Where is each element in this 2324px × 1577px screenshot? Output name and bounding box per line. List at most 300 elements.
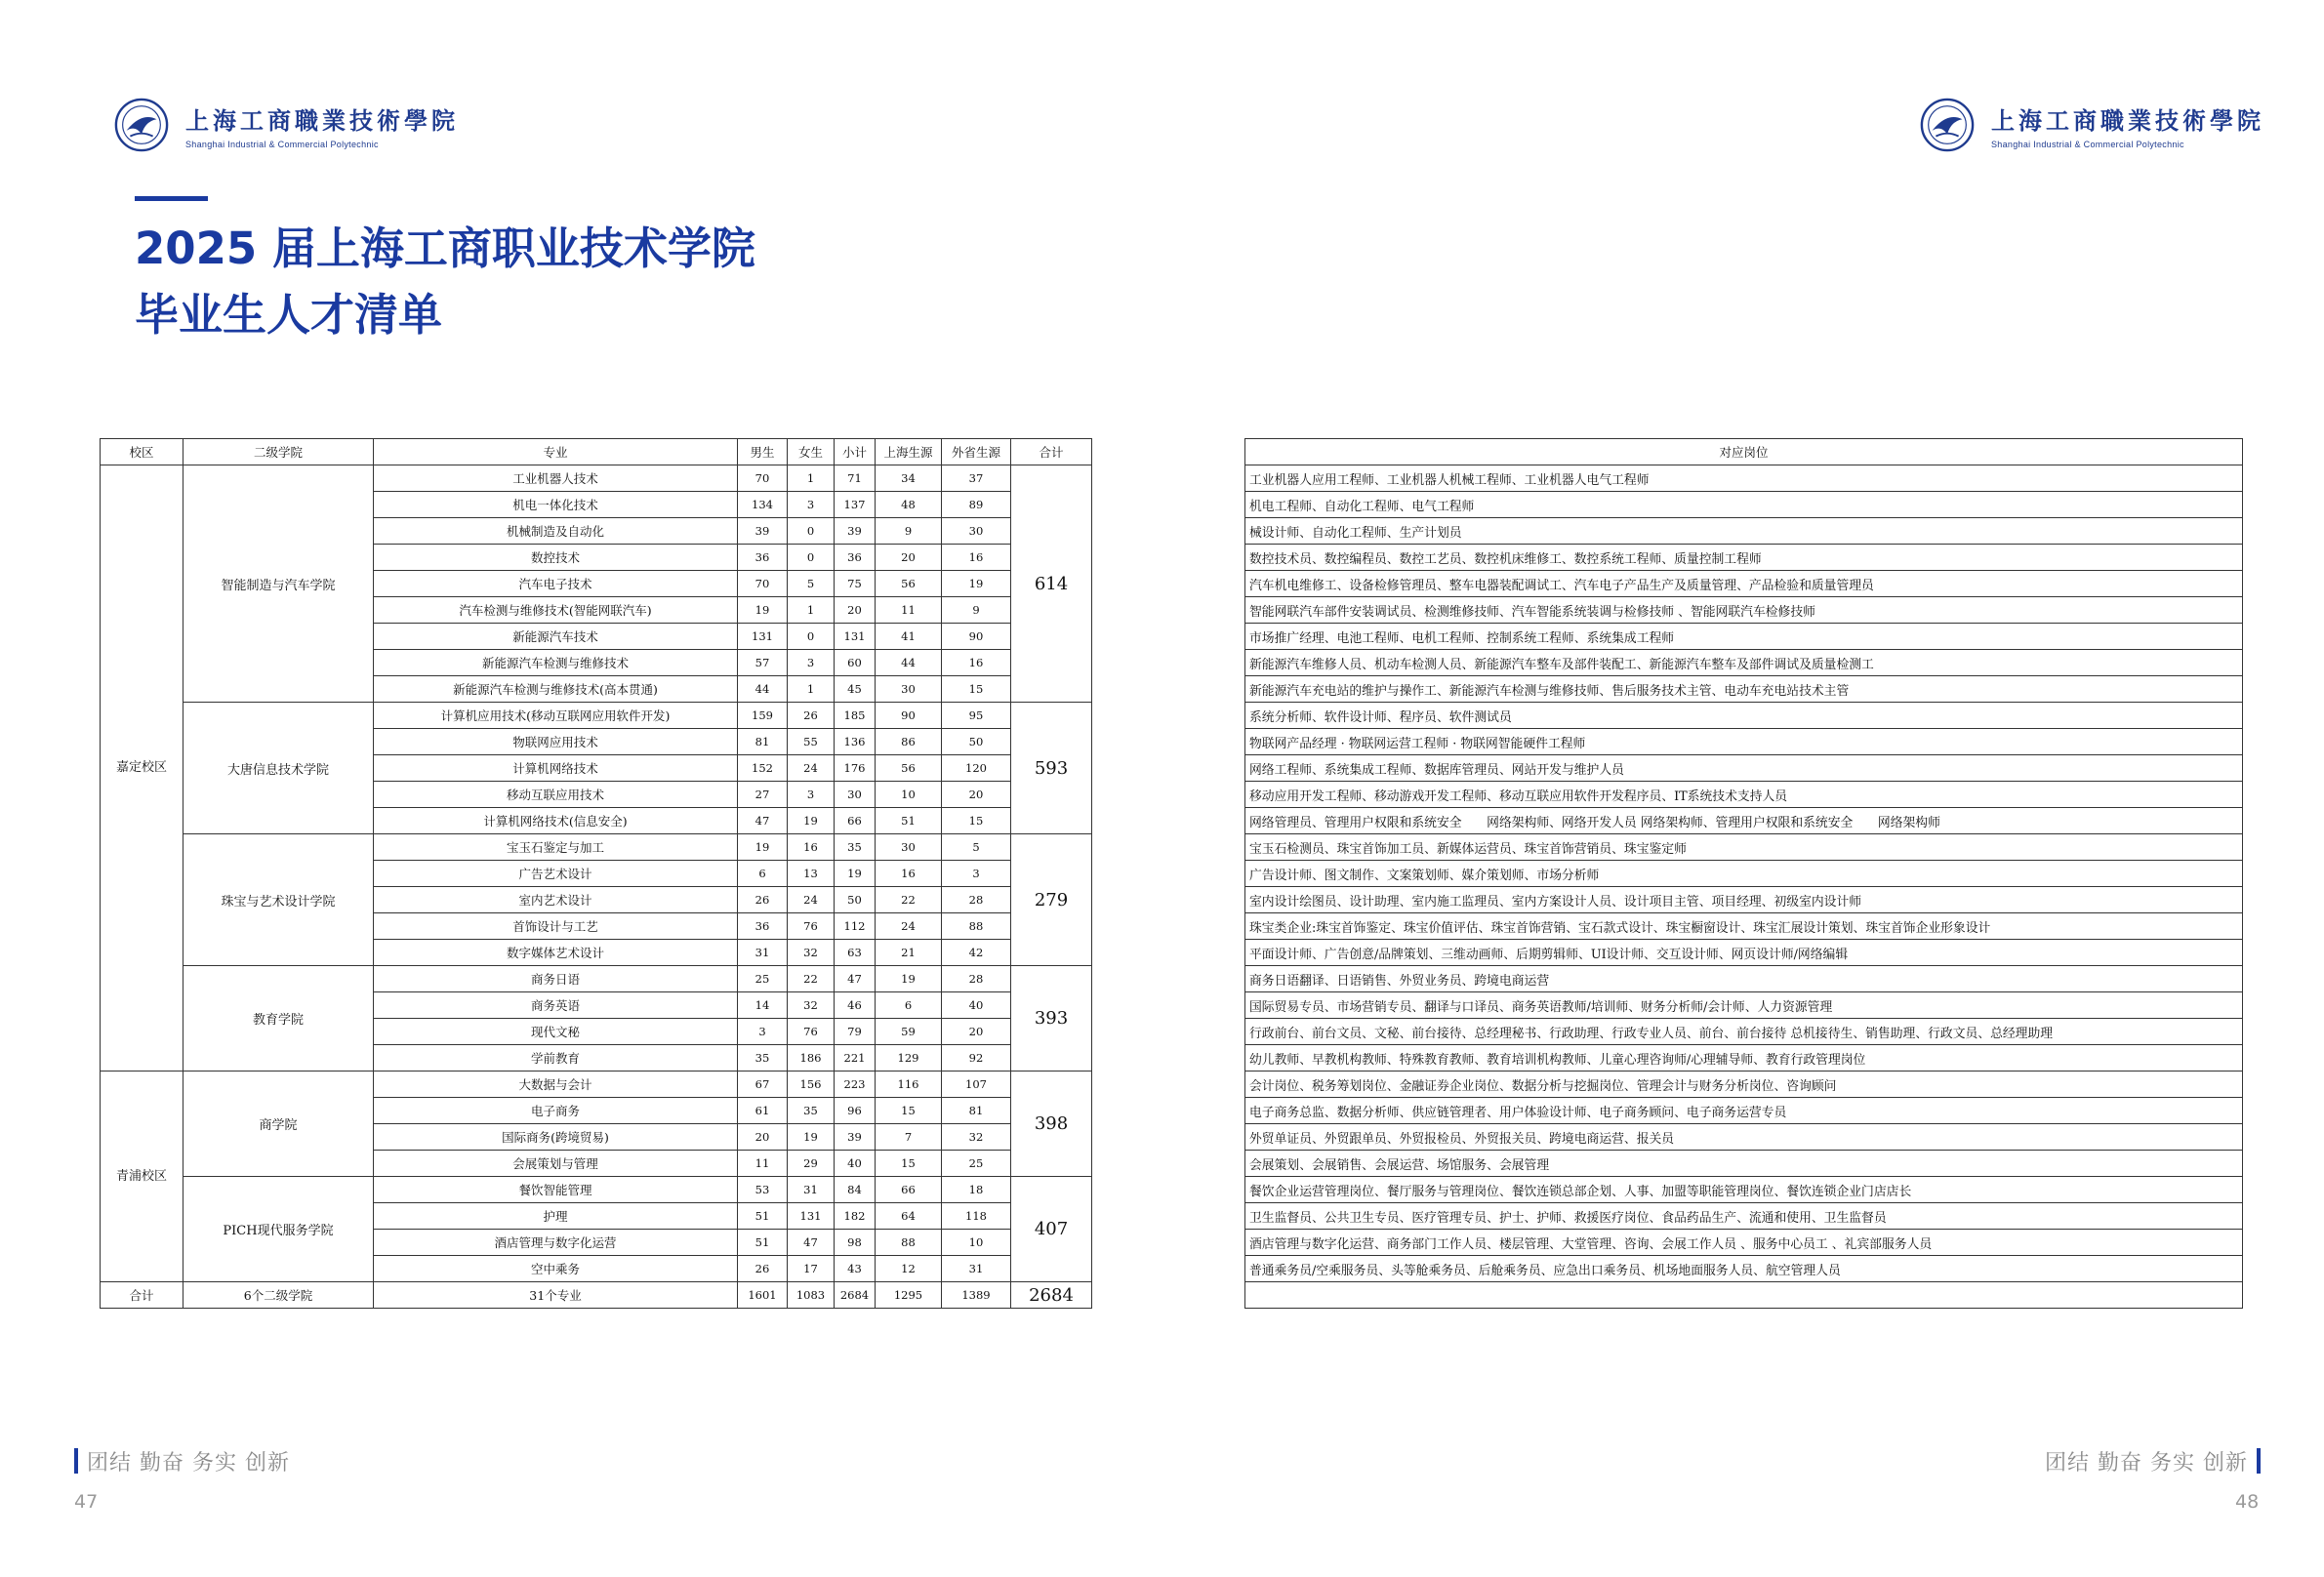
number-cell: 92 xyxy=(942,1045,1011,1072)
number-cell: 19 xyxy=(876,966,942,992)
number-cell: 21 xyxy=(876,940,942,966)
number-cell: 44 xyxy=(738,676,788,703)
number-cell: 120 xyxy=(942,755,1011,782)
column-header-8: 合计 xyxy=(1011,439,1092,465)
number-cell: 50 xyxy=(942,729,1011,755)
number-cell: 131 xyxy=(835,624,876,650)
table-row xyxy=(1245,808,2243,834)
table-row xyxy=(101,1072,1092,1098)
number-cell: 96 xyxy=(835,1098,876,1124)
summary-row xyxy=(101,1282,1092,1309)
number-cell: 22 xyxy=(788,966,835,992)
college-cell: 智能制造与汽车学院 xyxy=(183,465,374,703)
number-cell: 51 xyxy=(738,1203,788,1230)
number-cell: 89 xyxy=(942,492,1011,518)
major-cell: 新能源汽车检测与维修技术 xyxy=(374,650,738,676)
number-cell: 0 xyxy=(788,518,835,545)
major-cell: 商务英语 xyxy=(374,992,738,1019)
number-cell: 39 xyxy=(835,1124,876,1151)
number-cell: 11 xyxy=(738,1151,788,1177)
position-cell: 物联网产品经理 · 物联网运营工程师 · 物联网智能硬件工程师 xyxy=(1245,729,2243,755)
number-cell: 40 xyxy=(942,992,1011,1019)
number-cell: 26 xyxy=(738,887,788,913)
table-row xyxy=(101,966,1092,992)
summary-colleges: 6个二级学院 xyxy=(183,1282,374,1309)
table-row xyxy=(1245,782,2243,808)
table-row xyxy=(1245,1072,2243,1098)
number-cell: 42 xyxy=(942,940,1011,966)
position-cell: 工业机器人应用工程师、工业机器人机械工程师、工业机器人电气工程师 xyxy=(1245,465,2243,492)
number-cell: 16 xyxy=(942,545,1011,571)
number-cell: 3 xyxy=(738,1019,788,1045)
school-logo-right xyxy=(1919,96,2264,154)
position-cell: 酒店管理与数字化运营、商务部门工作人员、楼层管理、大堂管理、咨询、会展工作人员 、服务中心员工 、礼宾部服务人员 xyxy=(1245,1230,2243,1256)
position-cell: 智能网联汽车部件安装调试员、检测维修技师、汽车智能系统装调与检修技师 、智能网联汽车检修技师 xyxy=(1245,597,2243,624)
number-cell: 1 xyxy=(788,597,835,624)
number-cell: 55 xyxy=(788,729,835,755)
table-row xyxy=(1245,492,2243,518)
number-cell: 16 xyxy=(942,650,1011,676)
number-cell: 31 xyxy=(942,1256,1011,1282)
summary-number: 1601 xyxy=(738,1282,788,1309)
table-row xyxy=(1245,1098,2243,1124)
college-cell: 大唐信息技术学院 xyxy=(183,703,374,834)
table-row xyxy=(1245,465,2243,492)
number-cell: 10 xyxy=(876,782,942,808)
number-cell: 24 xyxy=(788,755,835,782)
number-cell: 26 xyxy=(788,703,835,729)
table-row xyxy=(1245,1019,2243,1045)
footer-slogan-left: 团结 勤奋 务实 创新 xyxy=(87,1451,290,1476)
number-cell: 32 xyxy=(788,940,835,966)
number-cell: 34 xyxy=(876,465,942,492)
table-row xyxy=(1245,887,2243,913)
column-header-2: 专业 xyxy=(374,439,738,465)
position-cell: 幼儿教师、早教机构教师、特殊教育教师、教育培训机构教师、儿童心理咨询师/心理辅导师、教育行政管理岗位 xyxy=(1245,1045,2243,1072)
table-row xyxy=(1245,1045,2243,1072)
summary-number: 1389 xyxy=(942,1282,1011,1309)
number-cell: 17 xyxy=(788,1256,835,1282)
number-cell: 15 xyxy=(876,1151,942,1177)
number-cell: 30 xyxy=(942,518,1011,545)
number-cell: 48 xyxy=(876,492,942,518)
major-cell: 会展策划与管理 xyxy=(374,1151,738,1177)
position-cell: 数控技术员、数控编程员、数控工艺员、数控机床维修工、数控系统工程师、质量控制工程师 xyxy=(1245,545,2243,571)
major-cell: 新能源汽车检测与维修技术(高本贯通) xyxy=(374,676,738,703)
college-total-cell: 279 xyxy=(1011,834,1092,966)
number-cell: 107 xyxy=(942,1072,1011,1098)
number-cell: 88 xyxy=(942,913,1011,940)
college-cell: 珠宝与艺术设计学院 xyxy=(183,834,374,966)
number-cell: 39 xyxy=(738,518,788,545)
number-cell: 15 xyxy=(942,808,1011,834)
major-cell: 计算机应用技术(移动互联网应用软件开发) xyxy=(374,703,738,729)
position-cell: 新能源汽车充电站的维护与操作工、新能源汽车检测与维修技师、售后服务技术主管、电动车充电站技术主管 xyxy=(1245,676,2243,703)
number-cell: 19 xyxy=(942,571,1011,597)
column-header-3: 男生 xyxy=(738,439,788,465)
column-header-7: 外省生源 xyxy=(942,439,1011,465)
number-cell: 19 xyxy=(788,1124,835,1151)
number-cell: 16 xyxy=(788,834,835,861)
college-total-cell: 614 xyxy=(1011,465,1092,703)
table-row xyxy=(1245,676,2243,703)
number-cell: 75 xyxy=(835,571,876,597)
positions-header: 对应岗位 xyxy=(1245,439,2243,465)
number-cell: 20 xyxy=(942,1019,1011,1045)
number-cell: 44 xyxy=(876,650,942,676)
table-row xyxy=(1245,1256,2243,1282)
number-cell: 64 xyxy=(876,1203,942,1230)
major-cell: 护理 xyxy=(374,1203,738,1230)
table-row xyxy=(1245,518,2243,545)
number-cell: 81 xyxy=(738,729,788,755)
summary-number: 1083 xyxy=(788,1282,835,1309)
college-cell: 教育学院 xyxy=(183,966,374,1072)
number-cell: 59 xyxy=(876,1019,942,1045)
number-cell: 9 xyxy=(876,518,942,545)
school-name-en: Shanghai Industrial & Commercial Polytechnic xyxy=(1991,139,2184,149)
major-cell: 移动互联应用技术 xyxy=(374,782,738,808)
number-cell: 182 xyxy=(835,1203,876,1230)
number-cell: 30 xyxy=(876,676,942,703)
number-cell: 19 xyxy=(788,808,835,834)
major-cell: 酒店管理与数字化运营 xyxy=(374,1230,738,1256)
school-name-cn: 上海工商職業技術學院 xyxy=(185,105,459,135)
number-cell: 36 xyxy=(835,545,876,571)
major-cell: 物联网应用技术 xyxy=(374,729,738,755)
table-row xyxy=(1245,703,2243,729)
number-cell: 31 xyxy=(788,1177,835,1203)
footer-bar-right xyxy=(2257,1448,2261,1474)
table-row xyxy=(1245,1151,2243,1177)
number-cell: 45 xyxy=(835,676,876,703)
major-cell: 数字媒体艺术设计 xyxy=(374,940,738,966)
title-accent-bar xyxy=(135,196,208,201)
number-cell: 9 xyxy=(942,597,1011,624)
position-cell: 外贸单证员、外贸跟单员、外贸报检员、外贸报关员、跨境电商运营、报关员 xyxy=(1245,1124,2243,1151)
position-cell: 机电工程师、自动化工程师、电气工程师 xyxy=(1245,492,2243,518)
number-cell: 134 xyxy=(738,492,788,518)
number-cell: 56 xyxy=(876,755,942,782)
major-cell: 工业机器人技术 xyxy=(374,465,738,492)
position-cell: 网络管理员、管理用户权限和系统安全 网络架构师、网络开发人员 网络架构师、管理用户权限和系统安全 网络架构师 xyxy=(1245,808,2243,834)
number-cell: 53 xyxy=(738,1177,788,1203)
major-cell: 宝玉石鉴定与加工 xyxy=(374,834,738,861)
number-cell: 5 xyxy=(942,834,1011,861)
major-cell: 学前教育 xyxy=(374,1045,738,1072)
major-cell: 数控技术 xyxy=(374,545,738,571)
position-cell: 室内设计绘图员、设计助理、室内施工监理员、室内方案设计人员、设计项目主管、项目经理、初级室内设计师 xyxy=(1245,887,2243,913)
number-cell: 14 xyxy=(738,992,788,1019)
number-cell: 86 xyxy=(876,729,942,755)
number-cell: 221 xyxy=(835,1045,876,1072)
number-cell: 6 xyxy=(738,861,788,887)
number-cell: 27 xyxy=(738,782,788,808)
table-row xyxy=(1245,1203,2243,1230)
major-cell: 现代文秘 xyxy=(374,1019,738,1045)
number-cell: 112 xyxy=(835,913,876,940)
school-logo-left xyxy=(113,96,459,154)
table-row-empty xyxy=(1245,1282,2243,1309)
number-cell: 159 xyxy=(738,703,788,729)
page-number-left: 47 xyxy=(74,1491,99,1513)
number-cell: 19 xyxy=(738,834,788,861)
number-cell: 40 xyxy=(835,1151,876,1177)
position-cell: 宝玉石检测员、珠宝首饰加工员、新媒体运营员、珠宝首饰营销员、珠宝鉴定师 xyxy=(1245,834,2243,861)
number-cell: 35 xyxy=(788,1098,835,1124)
table-row xyxy=(1245,545,2243,571)
number-cell: 35 xyxy=(835,834,876,861)
number-cell: 129 xyxy=(876,1045,942,1072)
table-row xyxy=(1245,913,2243,940)
number-cell: 0 xyxy=(788,545,835,571)
number-cell: 118 xyxy=(942,1203,1011,1230)
positions-table-header-row xyxy=(1245,439,2243,465)
number-cell: 15 xyxy=(876,1098,942,1124)
position-cell: 系统分析师、软件设计师、程序员、软件测试员 xyxy=(1245,703,2243,729)
number-cell: 152 xyxy=(738,755,788,782)
major-cell: 首饰设计与工艺 xyxy=(374,913,738,940)
column-header-5: 小计 xyxy=(835,439,876,465)
number-cell: 51 xyxy=(876,808,942,834)
number-cell: 24 xyxy=(876,913,942,940)
position-cell: 广告设计师、图文制作、文案策划师、媒介策划师、市场分析师 xyxy=(1245,861,2243,887)
number-cell: 5 xyxy=(788,571,835,597)
position-cell: 会展策划、会展销售、会展运营、场馆服务、会展管理 xyxy=(1245,1151,2243,1177)
number-cell: 51 xyxy=(738,1230,788,1256)
table-row xyxy=(1245,992,2243,1019)
number-cell: 46 xyxy=(835,992,876,1019)
major-cell: 室内艺术设计 xyxy=(374,887,738,913)
number-cell: 7 xyxy=(876,1124,942,1151)
position-cell: 行政前台、前台文员、文秘、前台接待、总经理秘书、行政助理、行政专业人员、前台、前台接待 总机接待生、销售助理、行政文员、总经理助理 xyxy=(1245,1019,2243,1045)
column-header-6: 上海生源 xyxy=(876,439,942,465)
position-cell: 汽车机电维修工、设备检修管理员、整车电器装配调试工、汽车电子产品生产及质量管理、产品检验和质量管理员 xyxy=(1245,571,2243,597)
school-name-en: Shanghai Industrial & Commercial Polytechnic xyxy=(185,139,379,149)
position-cell: 网络工程师、系统集成工程师、数据库管理员、网站开发与维护人员 xyxy=(1245,755,2243,782)
number-cell: 57 xyxy=(738,650,788,676)
number-cell: 32 xyxy=(788,992,835,1019)
major-cell: 计算机网络技术 xyxy=(374,755,738,782)
major-cell: 汽车电子技术 xyxy=(374,571,738,597)
college-total-cell: 407 xyxy=(1011,1177,1092,1282)
major-cell: 大数据与会计 xyxy=(374,1072,738,1098)
number-cell: 47 xyxy=(738,808,788,834)
position-cell: 会计岗位、税务筹划岗位、金融证券企业岗位、数据分析与挖掘岗位、管理会计与财务分析岗位、咨询顾问 xyxy=(1245,1072,2243,1098)
number-cell: 25 xyxy=(738,966,788,992)
number-cell: 63 xyxy=(835,940,876,966)
major-cell: 广告艺术设计 xyxy=(374,861,738,887)
campus-cell: 青浦校区 xyxy=(101,1072,183,1282)
school-emblem-icon xyxy=(113,97,170,153)
number-cell: 71 xyxy=(835,465,876,492)
number-cell: 156 xyxy=(788,1072,835,1098)
number-cell: 32 xyxy=(942,1124,1011,1151)
table-row xyxy=(1245,597,2243,624)
school-emblem-icon xyxy=(1919,97,1976,153)
college-total-cell: 593 xyxy=(1011,703,1092,834)
college-total-cell: 393 xyxy=(1011,966,1092,1072)
number-cell: 43 xyxy=(835,1256,876,1282)
number-cell: 223 xyxy=(835,1072,876,1098)
number-cell: 41 xyxy=(876,624,942,650)
number-cell: 28 xyxy=(942,966,1011,992)
major-cell: 新能源汽车技术 xyxy=(374,624,738,650)
number-cell: 12 xyxy=(876,1256,942,1282)
graduate-table xyxy=(100,438,1092,1309)
table-row xyxy=(101,834,1092,861)
number-cell: 22 xyxy=(876,887,942,913)
number-cell: 81 xyxy=(942,1098,1011,1124)
number-cell: 1 xyxy=(788,465,835,492)
number-cell: 18 xyxy=(942,1177,1011,1203)
graduate-table-header-row xyxy=(101,439,1092,465)
number-cell: 24 xyxy=(788,887,835,913)
number-cell: 98 xyxy=(835,1230,876,1256)
number-cell: 19 xyxy=(738,597,788,624)
summary-number: 1295 xyxy=(876,1282,942,1309)
number-cell: 3 xyxy=(788,782,835,808)
number-cell: 136 xyxy=(835,729,876,755)
summary-number: 2684 xyxy=(835,1282,876,1309)
number-cell: 37 xyxy=(942,465,1011,492)
number-cell: 84 xyxy=(835,1177,876,1203)
number-cell: 0 xyxy=(788,624,835,650)
number-cell: 16 xyxy=(876,861,942,887)
number-cell: 13 xyxy=(788,861,835,887)
major-cell: 餐饮智能管理 xyxy=(374,1177,738,1203)
college-total-cell: 398 xyxy=(1011,1072,1092,1177)
position-cell: 移动应用开发工程师、移动游戏开发工程师、移动互联应用软件开发程序员、IT系统技术支持人员 xyxy=(1245,782,2243,808)
table-row xyxy=(1245,966,2243,992)
footer-bar-left xyxy=(74,1448,78,1474)
number-cell: 36 xyxy=(738,545,788,571)
table-row xyxy=(1245,940,2243,966)
position-cell-empty xyxy=(1245,1282,2243,1309)
table-row xyxy=(1245,624,2243,650)
position-cell: 械设计师、自动化工程师、生产计划员 xyxy=(1245,518,2243,545)
summary-label: 合计 xyxy=(101,1282,183,1309)
number-cell: 186 xyxy=(788,1045,835,1072)
number-cell: 79 xyxy=(835,1019,876,1045)
number-cell: 10 xyxy=(942,1230,1011,1256)
major-cell: 计算机网络技术(信息安全) xyxy=(374,808,738,834)
number-cell: 30 xyxy=(835,782,876,808)
number-cell: 39 xyxy=(835,518,876,545)
major-cell: 国际商务(跨境贸易) xyxy=(374,1124,738,1151)
campus-cell: 嘉定校区 xyxy=(101,465,183,1072)
major-cell: 机械制造及自动化 xyxy=(374,518,738,545)
position-cell: 餐饮企业运营管理岗位、餐厅服务与管理岗位、餐饮连锁总部企划、人事、加盟等职能管理岗位、餐饮连锁企业门店店长 xyxy=(1245,1177,2243,1203)
number-cell: 3 xyxy=(788,492,835,518)
number-cell: 3 xyxy=(942,861,1011,887)
number-cell: 137 xyxy=(835,492,876,518)
page-title xyxy=(135,216,755,348)
number-cell: 20 xyxy=(876,545,942,571)
number-cell: 176 xyxy=(835,755,876,782)
number-cell: 36 xyxy=(738,913,788,940)
table-row xyxy=(1245,571,2243,597)
table-row xyxy=(1245,729,2243,755)
number-cell: 66 xyxy=(835,808,876,834)
number-cell: 29 xyxy=(788,1151,835,1177)
positions-table xyxy=(1244,438,2243,1309)
number-cell: 131 xyxy=(738,624,788,650)
number-cell: 1 xyxy=(788,676,835,703)
number-cell: 3 xyxy=(788,650,835,676)
number-cell: 50 xyxy=(835,887,876,913)
number-cell: 70 xyxy=(738,465,788,492)
number-cell: 25 xyxy=(942,1151,1011,1177)
position-cell: 珠宝类企业:珠宝首饰鉴定、珠宝价值评估、珠宝首饰营销、宝石款式设计、珠宝橱窗设计、珠宝汇展设计策划、珠宝首饰企业形象设计 xyxy=(1245,913,2243,940)
table-row xyxy=(1245,1177,2243,1203)
table-row xyxy=(101,703,1092,729)
number-cell: 88 xyxy=(876,1230,942,1256)
number-cell: 26 xyxy=(738,1256,788,1282)
number-cell: 60 xyxy=(835,650,876,676)
position-cell: 市场推广经理、电池工程师、电机工程师、控制系统工程师、系统集成工程师 xyxy=(1245,624,2243,650)
number-cell: 28 xyxy=(942,887,1011,913)
position-cell: 商务日语翻译、日语销售、外贸业务员、跨境电商运营 xyxy=(1245,966,2243,992)
college-cell: 商学院 xyxy=(183,1072,374,1177)
number-cell: 66 xyxy=(876,1177,942,1203)
number-cell: 95 xyxy=(942,703,1011,729)
table-row xyxy=(1245,755,2243,782)
position-cell: 电子商务总监、数据分析师、供应链管理者、用户体验设计师、电子商务顾问、电子商务运营专员 xyxy=(1245,1098,2243,1124)
number-cell: 90 xyxy=(876,703,942,729)
table-row xyxy=(1245,834,2243,861)
number-cell: 76 xyxy=(788,1019,835,1045)
position-cell: 平面设计师、广告创意/品牌策划、三维动画师、后期剪辑师、UI设计师、交互设计师、网页设计师/网络编辑 xyxy=(1245,940,2243,966)
table-row xyxy=(1245,1124,2243,1151)
number-cell: 185 xyxy=(835,703,876,729)
position-cell: 新能源汽车维修人员、机动车检测人员、新能源汽车整车及部件装配工、新能源汽车整车及部件调试及质量检测工 xyxy=(1245,650,2243,676)
major-cell: 机电一体化技术 xyxy=(374,492,738,518)
table-row xyxy=(1245,861,2243,887)
number-cell: 67 xyxy=(738,1072,788,1098)
number-cell: 76 xyxy=(788,913,835,940)
page-title-line2: 毕业生人才清单 xyxy=(135,289,443,341)
major-cell: 电子商务 xyxy=(374,1098,738,1124)
table-row xyxy=(101,1177,1092,1203)
column-header-4: 女生 xyxy=(788,439,835,465)
number-cell: 131 xyxy=(788,1203,835,1230)
number-cell: 61 xyxy=(738,1098,788,1124)
number-cell: 30 xyxy=(876,834,942,861)
number-cell: 20 xyxy=(738,1124,788,1151)
number-cell: 47 xyxy=(788,1230,835,1256)
column-header-0: 校区 xyxy=(101,439,183,465)
number-cell: 6 xyxy=(876,992,942,1019)
number-cell: 56 xyxy=(876,571,942,597)
summary-majors: 31个专业 xyxy=(374,1282,738,1309)
position-cell: 普通乘务员/空乘服务员、头等舱乘务员、后舱乘务员、应急出口乘务员、机场地面服务人员、航空管理人员 xyxy=(1245,1256,2243,1282)
major-cell: 空中乘务 xyxy=(374,1256,738,1282)
major-cell: 汽车检测与维修技术(智能网联汽车) xyxy=(374,597,738,624)
column-header-1: 二级学院 xyxy=(183,439,374,465)
number-cell: 35 xyxy=(738,1045,788,1072)
number-cell: 15 xyxy=(942,676,1011,703)
table-row xyxy=(1245,1230,2243,1256)
position-cell: 卫生监督员、公共卫生专员、医疗管理专员、护士、护师、救援医疗岗位、食品药品生产、流通和使用、卫生监督员 xyxy=(1245,1203,2243,1230)
number-cell: 19 xyxy=(835,861,876,887)
table-row xyxy=(1245,650,2243,676)
number-cell: 70 xyxy=(738,571,788,597)
position-cell: 国际贸易专员、市场营销专员、翻译与口译员、商务英语教师/培训师、财务分析师/会计师、人力资源管理 xyxy=(1245,992,2243,1019)
number-cell: 31 xyxy=(738,940,788,966)
page-title-line1: 2025 届上海工商职业技术学院 xyxy=(135,222,755,274)
footer-slogan-right: 团结 勤奋 务实 创新 xyxy=(2045,1451,2248,1476)
